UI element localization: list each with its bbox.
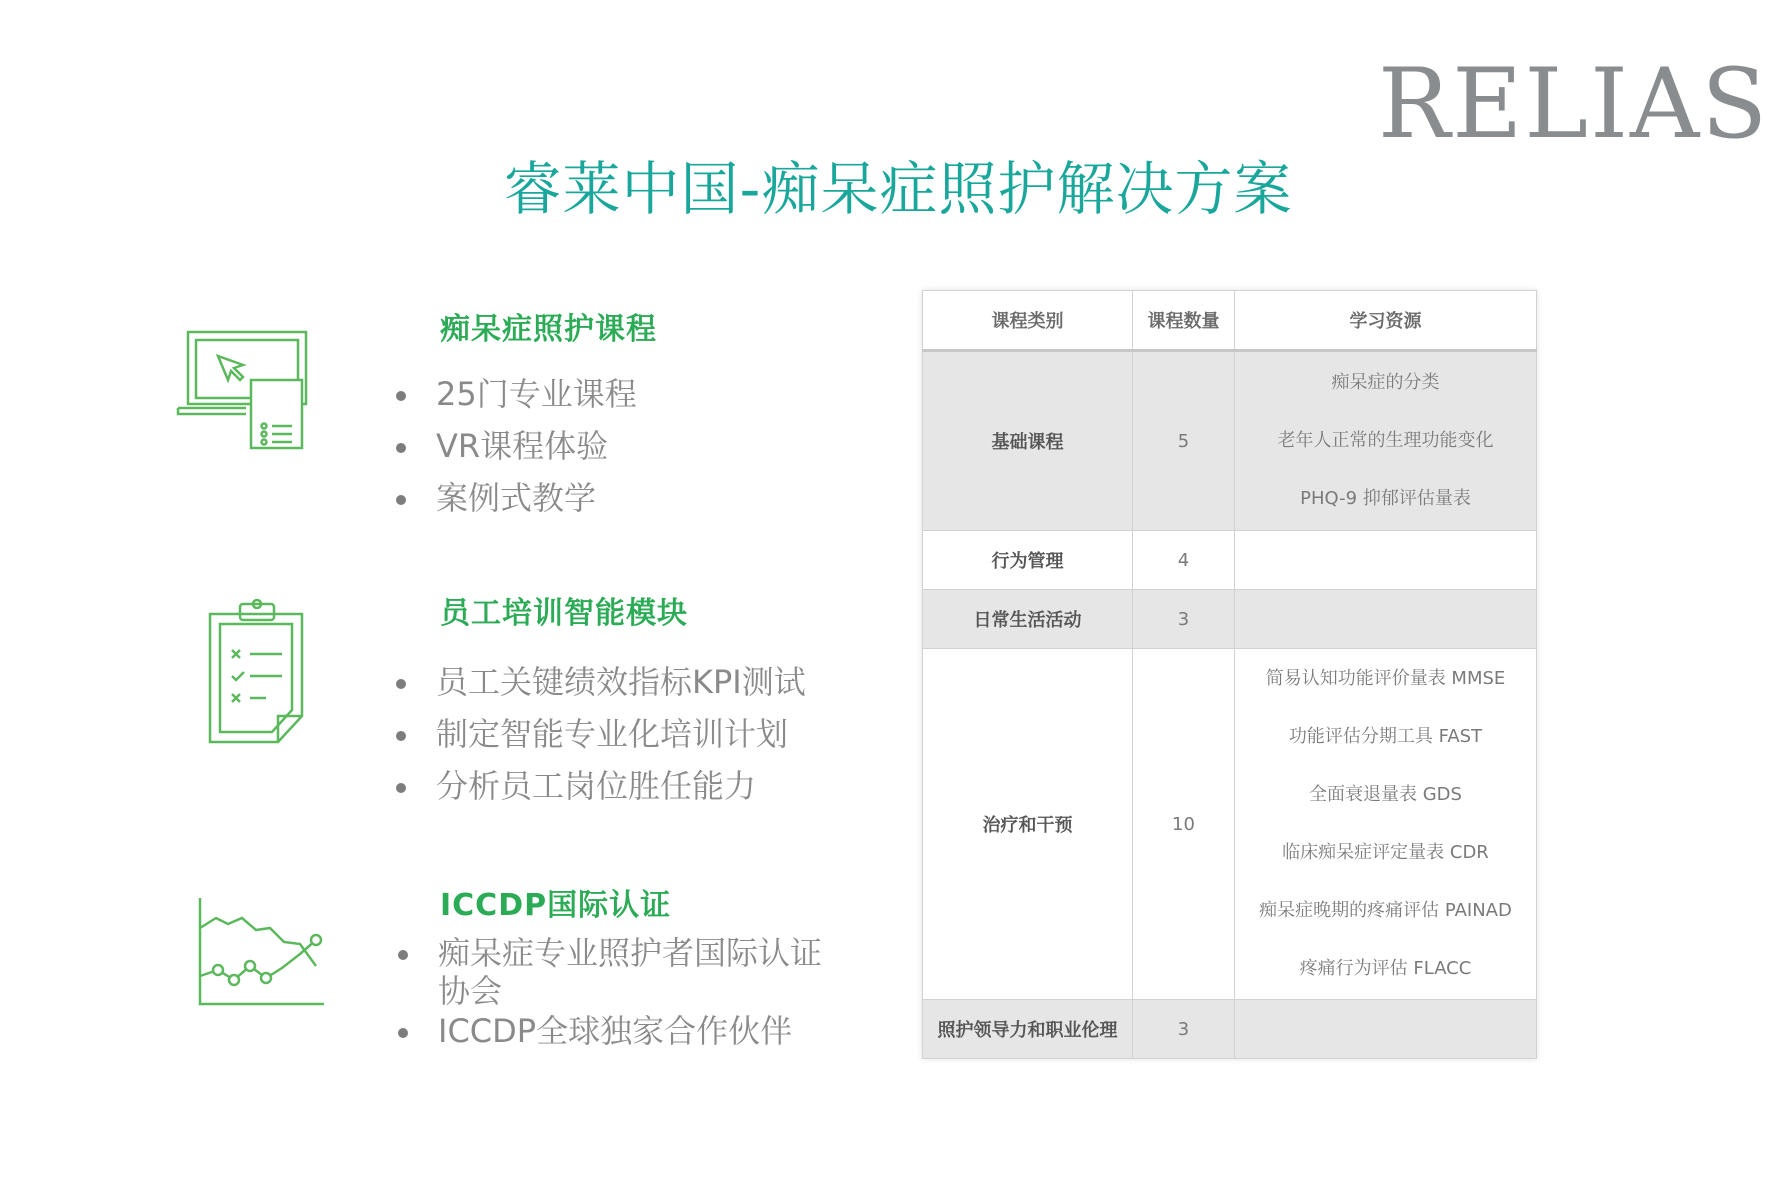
count-cell: 3: [1133, 1000, 1235, 1059]
resource-item: PHQ-9 抑郁评估量表: [1300, 488, 1471, 509]
category-cell: 日常生活活动: [923, 590, 1133, 649]
page-title: [0, 142, 1772, 226]
training-bullet-list: [390, 656, 806, 812]
category-cell: 行为管理: [923, 531, 1133, 590]
resource-item: 简易认知功能评价量表 MMSE: [1265, 668, 1506, 689]
section-heading-certification: ICCDP国际认证: [440, 888, 672, 923]
list-item: 痴呆症专业照护者国际认证协会: [392, 934, 822, 1010]
table-row: [923, 649, 1537, 1000]
logo-text: RELIAS: [1378, 48, 1770, 160]
count-cell: 5: [1133, 351, 1235, 531]
laptop-document-icon: [176, 330, 316, 455]
resource-item: 全面衰退量表 GDS: [1309, 784, 1462, 805]
resource-item: 功能评估分期工具 FAST: [1288, 726, 1483, 747]
category-cell: 基础课程: [923, 351, 1133, 531]
resources-cell: [1235, 531, 1537, 590]
list-item: 分析员工岗位胜任能力: [390, 760, 806, 812]
resource-item: 痴呆症晚期的疼痛评估 PAINAD: [1259, 900, 1512, 921]
resources-cell: [1235, 351, 1537, 531]
resource-item: 老年人正常的生理功能变化: [1277, 430, 1494, 451]
resource-item: 临床痴呆症评定量表 CDR: [1282, 842, 1489, 863]
count-cell: 3: [1133, 590, 1235, 649]
line-chart-icon: [196, 896, 326, 1008]
resources-cell: [1235, 590, 1537, 649]
count-cell: 4: [1133, 531, 1235, 590]
count-cell: 10: [1133, 649, 1235, 1000]
resources-cell: [1235, 1000, 1537, 1059]
list-item: 员工关键绩效指标KPI测试: [390, 656, 806, 708]
table-row: [923, 351, 1537, 531]
list-item: 25门专业课程: [390, 368, 637, 420]
resource-item: 痴呆症的分类: [1331, 372, 1440, 393]
list-item: 案例式教学: [390, 472, 637, 524]
table-row: [923, 1000, 1537, 1059]
courses-bullet-list: [390, 368, 637, 524]
list-item: 制定智能专业化培训计划: [390, 708, 806, 760]
list-item: ICCDP全球独家合作伙伴: [392, 1012, 822, 1050]
section-heading-training: 员工培训智能模块: [440, 596, 688, 631]
category-cell: 治疗和干预: [923, 649, 1133, 1000]
column-header-category: 课程类别: [923, 291, 1133, 351]
table-header-row: [923, 291, 1537, 351]
table-row: [923, 590, 1537, 649]
list-item: VR课程体验: [390, 420, 637, 472]
section-heading-courses: 痴呆症照护课程: [440, 312, 657, 347]
resource-item: 疼痛行为评估 FLACC: [1299, 958, 1472, 979]
course-table: [922, 290, 1537, 1059]
certification-bullet-list: [392, 934, 822, 1050]
clipboard-checklist-icon: [206, 598, 310, 748]
resources-cell: [1235, 649, 1537, 1000]
page-title-text: 睿莱中国-痴呆症照护解决方案: [503, 155, 1293, 223]
column-header-resources: 学习资源: [1235, 291, 1537, 351]
category-cell: 照护领导力和职业伦理: [923, 1000, 1133, 1059]
column-header-count: 课程数量: [1133, 291, 1235, 351]
table-row: [923, 531, 1537, 590]
